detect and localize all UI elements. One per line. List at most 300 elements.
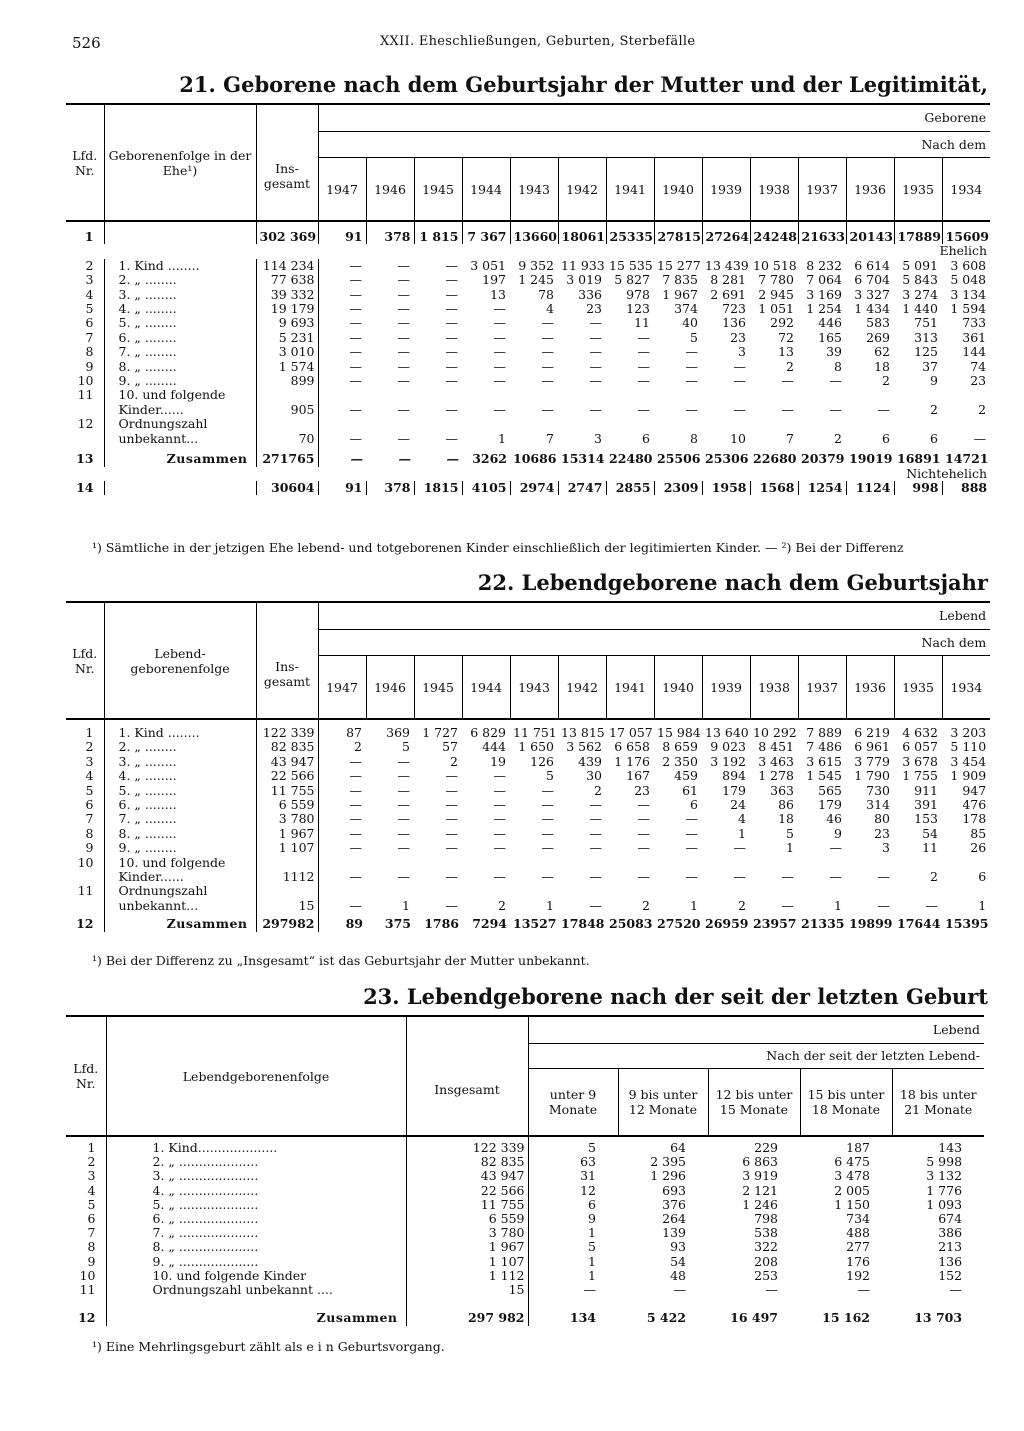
cell-value: 85 [970, 826, 987, 841]
cell-value: 6 614 [854, 258, 890, 273]
row-number: 11 [66, 1283, 106, 1297]
cell-value: 5 110 [950, 740, 987, 755]
cell-value: — [877, 870, 890, 885]
table-row [66, 403, 990, 417]
cell-value: 3 678 [902, 754, 938, 769]
row-number [66, 432, 104, 446]
cell-value [606, 856, 654, 870]
row-total: 1 574 [256, 360, 318, 374]
row-number: 2 [66, 1155, 106, 1169]
row-total: 122 339 [406, 1136, 528, 1155]
cell-value: 15 277 [657, 258, 701, 273]
row-number: 6 [66, 1212, 106, 1226]
cell-value: — [397, 273, 410, 288]
cell-value: — [397, 330, 410, 345]
cell-value: 269 [866, 330, 890, 345]
row-label: Zusammen [106, 1297, 406, 1325]
cell-value: 1 278 [758, 769, 794, 784]
cell-value [606, 884, 654, 898]
table-row [66, 388, 990, 402]
cell-value [894, 388, 942, 402]
cell-value: — [781, 402, 794, 417]
cell-value: 23 [874, 826, 890, 841]
cell-value: — [349, 302, 362, 317]
row-number: 4 [66, 769, 104, 783]
cell-value: 179 [818, 798, 842, 813]
col-subgroup-interval: Nach der seit der letzten Lebend- [528, 1043, 984, 1069]
cell-value: 2 350 [662, 754, 698, 769]
cell-value: 5 [786, 826, 794, 841]
cell-value: 46 [826, 812, 842, 827]
cell-value: 165 [818, 330, 842, 345]
cell-value: — [493, 812, 506, 827]
cell-value: — [349, 345, 362, 360]
cell-value: 25506 [657, 451, 701, 467]
cell-value [510, 417, 558, 431]
cell-value: 26 [970, 841, 987, 856]
cell-value: 3 051 [470, 258, 506, 273]
cell-value: 2 [930, 870, 938, 885]
cell-value: — [781, 898, 794, 913]
row-total: 1 107 [256, 841, 318, 855]
row-label: 4. „ ........ [104, 769, 256, 783]
cell-value: 3 192 [710, 754, 746, 769]
cell-value: 1 246 [742, 1197, 778, 1212]
section-heading: Nichtehelich [906, 466, 988, 481]
table-23 [66, 1015, 984, 1326]
cell-value: 1 [402, 898, 410, 913]
cell-value: 26959 [705, 916, 749, 932]
table-21 [66, 103, 990, 495]
row-label: 9. „ ........ [104, 374, 256, 388]
cell-value: 15395 [945, 916, 989, 932]
cell-value: — [541, 812, 554, 827]
col-head-lfd: Lfd. Nr. [66, 602, 104, 719]
col-head-item: 1940 [654, 656, 702, 720]
cell-value: 7 [786, 431, 794, 446]
cell-value [798, 856, 846, 870]
row-total: 6 559 [256, 798, 318, 812]
cell-value: — [733, 374, 746, 389]
cell-value: 179 [722, 783, 746, 798]
table-22-footnote: ¹) Bei der Differenz zu „Insgesamt“ ist das Geburtsjahr der Mutter unbekannt. [92, 953, 590, 968]
row-label: Ordnungszahl [104, 884, 256, 898]
cell-value: 1 776 [926, 1183, 963, 1198]
cell-value [606, 417, 654, 431]
col-head-item: 12 bis unter 15 Monate [708, 1069, 800, 1137]
cell-value: 1 093 [926, 1197, 963, 1212]
row-number: 5 [66, 1198, 106, 1212]
table-row [66, 1212, 984, 1226]
row-label: 2. „ ........ [104, 273, 256, 287]
cell-value: 1 [834, 898, 842, 913]
table-row [66, 856, 990, 870]
cell-value: — [877, 898, 890, 913]
cell-value: 730 [866, 783, 890, 798]
row-number: 12 [66, 913, 104, 931]
cell-value: — [397, 359, 410, 374]
cell-value: — [445, 402, 458, 417]
cell-value: — [349, 431, 362, 446]
cell-value: — [685, 374, 698, 389]
cell-value: 2 691 [710, 287, 746, 302]
cell-value: 10 518 [753, 258, 797, 273]
row-number: 1 [66, 719, 104, 740]
cell-value: 19 [490, 754, 506, 769]
cell-value: 361 [962, 330, 987, 345]
table-row [66, 769, 990, 783]
cell-value: 734 [846, 1212, 870, 1227]
cell-value: 10 [730, 431, 746, 446]
row-total: 302 369 [256, 221, 318, 244]
row-label: 8. „ ........ [104, 827, 256, 841]
col-head-item: 1947 [318, 158, 366, 222]
cell-value: 1 [588, 1268, 596, 1283]
row-label: 5. „ .................... [106, 1198, 406, 1212]
cell-value: 1 815 [414, 221, 462, 244]
table-23-title: 23. Lebendgeborene nach der seit der letzten Geburt [363, 984, 988, 1009]
cell-value: 2 005 [834, 1183, 870, 1198]
cell-value: — [583, 1283, 596, 1298]
cell-value: — [445, 783, 458, 798]
cell-value: 674 [938, 1212, 963, 1227]
row-total: 6 559 [406, 1212, 528, 1226]
cell-value: — [765, 1283, 778, 1298]
col-head-item: 1945 [414, 656, 462, 720]
cell-value: 4105 [462, 481, 510, 495]
row-label: 3. „ .................... [106, 1169, 406, 1183]
cell-value: 5 422 [646, 1310, 686, 1326]
cell-value: 126 [530, 754, 554, 769]
row-label: 6. „ ........ [104, 798, 256, 812]
row-label: 1. Kind ........ [104, 719, 256, 740]
cell-value: 2 [354, 740, 362, 755]
cell-value: — [829, 870, 842, 885]
cell-value: — [349, 769, 362, 784]
cell-value: — [349, 273, 362, 288]
cell-value: — [493, 330, 506, 345]
cell-value: — [445, 812, 458, 827]
cell-value: — [541, 798, 554, 813]
cell-value: — [733, 402, 746, 417]
cell-value: 1124 [846, 481, 894, 495]
cell-value: — [541, 870, 554, 885]
table-row [66, 812, 990, 826]
cell-value: — [637, 812, 650, 827]
row-number: 12 [66, 1297, 106, 1325]
cell-value: 444 [482, 740, 506, 755]
cell-value: 1 440 [902, 302, 938, 317]
cell-value: — [397, 783, 410, 798]
cell-value: — [637, 330, 650, 345]
row-label: 7. „ .................... [106, 1226, 406, 1240]
cell-value: — [397, 870, 410, 885]
row-label: 3. „ ........ [104, 288, 256, 302]
cell-value: — [493, 826, 506, 841]
cell-value: 15 984 [657, 725, 701, 740]
cell-value: 25306 [705, 451, 749, 467]
cell-value: 17889 [894, 221, 942, 244]
cell-value [414, 856, 462, 870]
cell-value: — [445, 431, 458, 446]
row-number: 8 [66, 827, 104, 841]
cell-value: — [589, 330, 602, 345]
cell-value: 11 [922, 841, 938, 856]
cell-value: — [829, 402, 842, 417]
col-head-item: 1938 [750, 656, 798, 720]
cell-value: — [541, 374, 554, 389]
row-label: unbekannt... [104, 899, 256, 913]
cell-value: 733 [962, 316, 987, 331]
row-total: 1 967 [256, 827, 318, 841]
col-head-item: 1947 [318, 656, 366, 720]
row-total: 11 755 [256, 784, 318, 798]
cell-value: 78 [538, 287, 554, 302]
cell-value: 911 [914, 783, 938, 798]
cell-value: — [445, 769, 458, 784]
cell-value: — [349, 870, 362, 885]
table-row [66, 1240, 984, 1254]
row-number: 4 [66, 288, 104, 302]
cell-value: — [397, 402, 410, 417]
cell-value: — [350, 451, 363, 467]
cell-value: — [398, 451, 411, 467]
col-head-item: 1934 [942, 656, 990, 720]
col-head-item: 1937 [798, 158, 846, 222]
cell-value: 2 121 [742, 1183, 778, 1198]
cell-value: 93 [670, 1240, 686, 1255]
cell-value: — [589, 798, 602, 813]
cell-value: 1 [498, 431, 506, 446]
cell-value: 1 755 [902, 769, 938, 784]
cell-value [606, 388, 654, 402]
cell-value: — [541, 783, 554, 798]
col-head-folge: Geborenenfolge in der Ehe¹) [104, 104, 256, 221]
row-number: 11 [66, 884, 104, 898]
cell-value: 1 [978, 898, 987, 913]
cell-value: 31 [580, 1169, 596, 1184]
cell-value: 2 [642, 898, 650, 913]
page-number: 526 [72, 34, 101, 52]
cell-value: 18 [874, 359, 890, 374]
cell-value: 386 [938, 1226, 963, 1241]
row-label: 1. Kind ........ [104, 259, 256, 273]
cell-value: 18061 [558, 221, 606, 244]
row-total: 19 179 [256, 302, 318, 316]
table-21-title: 21. Geborene nach dem Geburtsjahr der Mutter und der Legitimität, [179, 72, 988, 97]
cell-value: — [349, 316, 362, 331]
cell-value: 2309 [654, 481, 702, 495]
col-head-item: 1940 [654, 158, 702, 222]
row-label: 1. Kind.................... [106, 1136, 406, 1155]
cell-value [366, 856, 414, 870]
cell-value: — [637, 374, 650, 389]
cell-value: — [397, 374, 410, 389]
cell-value: 213 [938, 1240, 963, 1255]
cell-value: — [685, 359, 698, 374]
cell-value: 91 [318, 221, 366, 244]
cell-value: — [589, 841, 602, 856]
cell-value: 2855 [606, 481, 654, 495]
cell-value [654, 417, 702, 431]
cell-value: 10686 [513, 451, 557, 467]
cell-value: — [445, 345, 458, 360]
cell-value: 7 [546, 431, 554, 446]
cell-value: 5 [546, 769, 554, 784]
col-head-folge: Lebend- geborenenfolge [104, 602, 256, 719]
cell-value: 1 967 [662, 287, 698, 302]
cell-value [318, 388, 366, 402]
cell-value: — [493, 345, 506, 360]
cell-value: 5 048 [950, 273, 987, 288]
cell-value: — [445, 287, 458, 302]
cell-value: 2 395 [650, 1155, 686, 1170]
cell-value: 751 [914, 316, 938, 331]
cell-value [798, 417, 846, 431]
cell-value: 13660 [510, 221, 558, 244]
total-row [66, 221, 990, 244]
row-total: 1 107 [406, 1255, 528, 1269]
cell-value: — [589, 402, 602, 417]
col-head-folge: Lebendgeborenenfolge [106, 1016, 406, 1136]
row-total: 114 234 [256, 259, 318, 273]
cell-value: 1 051 [758, 302, 794, 317]
cell-value: 2747 [558, 481, 606, 495]
cell-value: 3 463 [758, 754, 794, 769]
row-total: 39 332 [256, 288, 318, 302]
cell-value: 1 254 [806, 302, 842, 317]
cell-value: — [685, 345, 698, 360]
cell-value: — [397, 302, 410, 317]
cell-value: 1 [588, 1254, 596, 1269]
col-head-item: 1943 [510, 656, 558, 720]
cell-value: — [685, 402, 698, 417]
cell-value: 565 [818, 783, 842, 798]
row-number: 9 [66, 360, 104, 374]
row-number: 5 [66, 784, 104, 798]
cell-value: 3 203 [950, 725, 987, 740]
row-label: 7. „ ........ [104, 812, 256, 826]
table-row [66, 1283, 984, 1297]
cell-value: 8 232 [806, 258, 842, 273]
cell-value: — [349, 374, 362, 389]
cell-value: 23957 [753, 916, 797, 932]
cell-value: 8 281 [710, 273, 746, 288]
cell-value: — [445, 273, 458, 288]
cell-value: — [541, 359, 554, 374]
row-total: 3 780 [406, 1226, 528, 1240]
cell-value: 3 134 [950, 287, 987, 302]
col-head-item: 1941 [606, 656, 654, 720]
table-row [66, 1184, 984, 1198]
cell-value: 7 835 [662, 273, 698, 288]
cell-value: 1 [786, 841, 794, 856]
row-number: 7 [66, 812, 104, 826]
cell-value: 89 [345, 916, 363, 932]
col-head-insgesamt: Ins- gesamt [256, 629, 318, 719]
cell-value: 15609 [942, 221, 990, 244]
cell-value: 27520 [657, 916, 701, 932]
col-subgroup-nach-dem: Nach dem [318, 131, 990, 158]
cell-value: 16 497 [730, 1310, 778, 1326]
cell-value: 6 704 [854, 273, 890, 288]
col-head-item: 1942 [558, 656, 606, 720]
cell-value: 3 327 [854, 287, 890, 302]
cell-value: 2 [834, 431, 842, 446]
cell-value: 2 [978, 402, 987, 417]
cell-value: 998 [894, 481, 942, 495]
cell-value: — [349, 287, 362, 302]
table-row [66, 884, 990, 898]
cell-value: — [637, 870, 650, 885]
cell-value: 22680 [753, 451, 797, 467]
row-label: 2. „ ........ [104, 740, 256, 754]
row-total: 15 [406, 1283, 528, 1297]
cell-value: 313 [914, 330, 938, 345]
table-22-title: 22. Lebendgeborene nach dem Geburtsjahr [477, 570, 988, 595]
cell-value: 15314 [561, 451, 605, 467]
cell-value: 1 790 [854, 769, 890, 784]
cell-value: 229 [754, 1140, 778, 1155]
table-row [66, 316, 990, 330]
section-row [66, 467, 990, 481]
cell-value: 9 352 [518, 258, 554, 273]
cell-value: 336 [578, 287, 602, 302]
cell-value: 6 961 [854, 740, 890, 755]
cell-value: 62 [874, 345, 890, 360]
cell-value: 9 023 [710, 740, 746, 755]
cell-value: — [637, 402, 650, 417]
cell-value: — [541, 345, 554, 360]
col-head-insgesamt: Ins- gesamt [256, 131, 318, 221]
cell-value: 8 [834, 359, 842, 374]
cell-value [846, 856, 894, 870]
cell-value: 8 659 [662, 740, 698, 755]
col-head-item: 1942 [558, 158, 606, 222]
cell-value: 1815 [414, 481, 462, 495]
cell-value: — [733, 359, 746, 374]
cell-value: 5 [588, 1140, 596, 1155]
cell-value: 61 [682, 783, 698, 798]
cell-value: — [349, 330, 362, 345]
cell-value [750, 417, 798, 431]
row-number: 2 [66, 259, 104, 273]
cell-value: 30 [586, 769, 602, 784]
cell-value: — [589, 870, 602, 885]
row-total: 297982 [256, 913, 318, 931]
cell-value: — [973, 431, 987, 446]
table-row [66, 827, 990, 841]
col-group-lebend: Lebend [318, 602, 990, 629]
cell-value: 6 475 [834, 1155, 870, 1170]
cell-value: 192 [846, 1268, 870, 1283]
row-label: 6. „ .................... [106, 1212, 406, 1226]
cell-value: 3 [882, 841, 890, 856]
cell-value: 57 [442, 740, 458, 755]
cell-value: — [349, 258, 362, 273]
table-row [66, 288, 990, 302]
cell-value [798, 884, 846, 898]
cell-value: 5 998 [926, 1155, 963, 1170]
row-label: 5. „ ........ [104, 784, 256, 798]
col-head-item: 18 bis unter 21 Monate [892, 1069, 984, 1137]
row-label: Ordnungszahl [104, 417, 256, 431]
table-21-footnote: ¹) Sämtliche in der jetzigen Ehe lebend- und totgeborenen Kinder einschließlich der legitimierten Kinder. — ²) Bei der Differenz [92, 540, 904, 555]
col-head-lfd: Lfd. Nr. [66, 1016, 106, 1136]
cell-value: 91 [318, 481, 366, 495]
cell-value: 23 [970, 374, 987, 389]
cell-value: 13 815 [561, 725, 605, 740]
